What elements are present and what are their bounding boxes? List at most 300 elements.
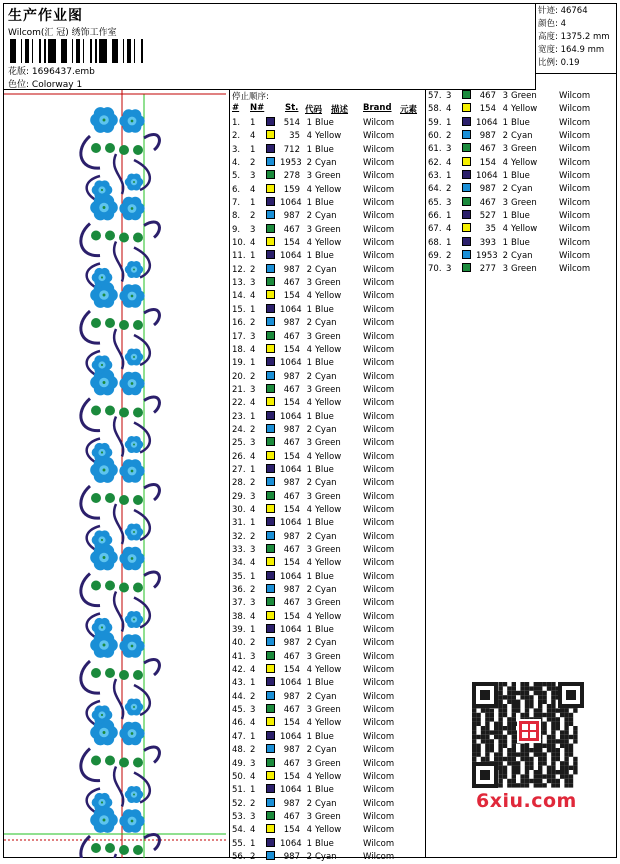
color-swatch (266, 130, 275, 139)
row-brand: Wilcom (363, 411, 395, 422)
row-code: 3 (306, 438, 312, 449)
row-index: 48. (232, 745, 246, 756)
row-brand: Wilcom (363, 758, 395, 769)
row-needle: 2 (250, 691, 256, 702)
row-code: 4 (306, 558, 312, 569)
row-needle: 4 (250, 504, 256, 515)
row-index: 41. (232, 651, 246, 662)
color-swatch (462, 197, 471, 206)
row-index: 38. (232, 611, 246, 622)
row-needle: 2 (250, 531, 256, 542)
design-file-name: 1696437.emb (31, 67, 95, 77)
header-needle: N# (250, 103, 265, 113)
row-stitches: 987 (283, 371, 300, 382)
row-code: 2 (306, 478, 312, 489)
row-needle: 4 (250, 398, 256, 409)
row-stitches: 987 (283, 318, 300, 329)
color-swatch (462, 157, 471, 166)
row-brand: Wilcom (559, 131, 591, 142)
row-needle: 3 (446, 91, 452, 101)
row-brand: Wilcom (363, 558, 395, 569)
row-stitches: 154 (283, 771, 300, 782)
row-code: 1 (306, 251, 312, 262)
row-brand: Wilcom (363, 785, 395, 796)
row-brand: Wilcom (363, 304, 395, 315)
row-index: 5. (232, 171, 241, 182)
row-code: 4 (306, 291, 312, 302)
color-swatch (266, 544, 275, 553)
row-needle: 4 (250, 131, 256, 142)
color-swatch (266, 557, 275, 566)
row-index: 22. (232, 398, 246, 409)
row-index: 13. (232, 278, 246, 289)
table-row (230, 250, 426, 263)
color-swatch (266, 224, 275, 233)
row-stitches: 1064 (280, 304, 302, 315)
table-row (230, 157, 426, 170)
table-row (230, 397, 426, 410)
row-description: Blue (511, 117, 530, 128)
row-index: 11. (232, 251, 246, 262)
row-index: 4. (232, 158, 241, 169)
row-description: Green (315, 758, 341, 769)
row-code: 1 (502, 211, 508, 222)
row-stitches: 987 (283, 264, 300, 275)
row-code: 1 (306, 144, 312, 155)
row-code: 3 (306, 171, 312, 182)
color-swatch (266, 677, 275, 686)
row-brand: Wilcom (363, 678, 395, 689)
row-description: Green (315, 384, 341, 395)
row-brand: Wilcom (363, 718, 395, 729)
row-description: Green (315, 651, 341, 662)
row-needle: 3 (250, 384, 256, 395)
row-brand: Wilcom (363, 398, 395, 409)
row-stitches: 987 (283, 851, 300, 862)
row-code: 3 (502, 144, 508, 155)
row-stitches: 1064 (280, 731, 302, 742)
row-description: Yellow (315, 398, 342, 409)
row-needle: 2 (250, 371, 256, 382)
color-swatch (266, 771, 275, 780)
table-row (230, 451, 426, 464)
row-brand: Wilcom (363, 158, 395, 169)
row-description: Yellow (511, 104, 538, 115)
table-row (426, 170, 620, 183)
table-row (230, 704, 426, 717)
row-stitches: 154 (283, 451, 300, 462)
row-description: Blue (315, 144, 334, 155)
row-stitches: 527 (479, 211, 496, 222)
colorway-name: Colorway 1 (31, 80, 83, 90)
row-stitches: 154 (283, 558, 300, 569)
row-description: Green (315, 598, 341, 609)
design-file-line (8, 64, 95, 77)
row-stitches: 467 (479, 91, 496, 101)
row-brand: Wilcom (363, 238, 395, 249)
row-description: Cyan (315, 745, 337, 756)
row-brand: Wilcom (363, 638, 395, 649)
row-needle: 4 (250, 344, 256, 355)
row-brand: Wilcom (559, 211, 591, 222)
table-row (426, 117, 620, 130)
row-code: 1 (502, 171, 508, 182)
row-brand: Wilcom (363, 171, 395, 182)
stop-sequence-table (230, 90, 426, 862)
row-brand: Wilcom (363, 251, 395, 262)
row-needle: 3 (250, 758, 256, 769)
row-brand: Wilcom (363, 184, 395, 195)
color-swatch (266, 384, 275, 393)
row-description: Green (315, 545, 341, 555)
row-brand: Wilcom (363, 771, 395, 782)
row-index: 69. (428, 251, 442, 262)
table-row (230, 651, 426, 664)
row-brand: Wilcom (363, 611, 395, 622)
color-swatch (266, 624, 275, 633)
row-description: Green (511, 144, 537, 155)
row-stitches: 987 (283, 691, 300, 702)
row-brand: Wilcom (363, 545, 395, 555)
row-index: 43. (232, 678, 246, 689)
row-stitches: 1064 (280, 838, 302, 849)
color-swatch (266, 517, 275, 526)
row-brand: Wilcom (363, 198, 395, 209)
table-row (230, 357, 426, 370)
row-description: Green (511, 264, 537, 275)
row-code: 4 (306, 238, 312, 249)
row-code: 3 (306, 705, 312, 716)
color-swatch (266, 491, 275, 500)
row-description: Blue (315, 464, 334, 475)
color-swatch (462, 183, 471, 192)
row-code: 1 (502, 117, 508, 128)
row-brand: Wilcom (363, 344, 395, 355)
row-needle: 2 (250, 424, 256, 435)
row-needle: 3 (250, 545, 256, 555)
color-swatch (266, 117, 275, 126)
table-row (230, 637, 426, 650)
color-swatch (462, 90, 471, 99)
color-swatch (266, 851, 275, 860)
row-stitches: 467 (283, 705, 300, 716)
color-swatch (266, 651, 275, 660)
row-brand: Wilcom (363, 625, 395, 636)
row-brand: Wilcom (363, 291, 395, 302)
row-description: Blue (315, 358, 334, 369)
table-row (230, 331, 426, 344)
row-needle: 2 (250, 798, 256, 809)
row-needle: 4 (250, 451, 256, 462)
row-needle: 3 (250, 224, 256, 235)
embroidery-design-image (4, 90, 230, 858)
row-brand: Wilcom (363, 518, 395, 529)
row-brand: Wilcom (363, 318, 395, 329)
row-stitches: 154 (283, 665, 300, 676)
row-description: Cyan (315, 585, 337, 596)
stat-width: 宽度: 164.9 mm (538, 45, 605, 55)
row-index: 57. (428, 91, 442, 101)
row-code: 2 (306, 691, 312, 702)
row-needle: 2 (250, 585, 256, 596)
row-needle: 4 (250, 291, 256, 302)
row-index: 62. (428, 157, 442, 168)
color-swatch (266, 464, 275, 473)
row-needle: 1 (250, 304, 256, 315)
row-stitches: 987 (283, 424, 300, 435)
stat-scale: 比例: 0.19 (538, 58, 580, 68)
row-description: Yellow (315, 238, 342, 249)
table-row (230, 317, 426, 330)
stat-stitches: 针迹: 46764 (538, 6, 588, 16)
row-index: 59. (428, 117, 442, 128)
row-code: 3 (306, 758, 312, 769)
row-brand: Wilcom (363, 358, 395, 369)
row-index: 25. (232, 438, 246, 449)
watermark-logo: 6xiu.com (476, 790, 577, 812)
row-stitches: 467 (283, 545, 300, 555)
table-row (230, 464, 426, 477)
table-row (230, 170, 426, 183)
row-description: Blue (315, 838, 334, 849)
row-code: 2 (306, 851, 312, 862)
row-description: Yellow (315, 558, 342, 569)
row-index: 70. (428, 264, 442, 275)
row-code: 2 (502, 131, 508, 142)
table-row (230, 517, 426, 530)
table-row (230, 798, 426, 811)
color-swatch (266, 477, 275, 486)
row-brand: Wilcom (363, 144, 395, 155)
row-stitches: 1064 (476, 117, 498, 128)
stat-height: 高度: 1375.2 mm (538, 32, 610, 42)
row-description: Green (315, 811, 341, 822)
row-description: Cyan (511, 131, 533, 142)
table-row (426, 90, 620, 103)
row-code: 4 (306, 718, 312, 729)
row-index: 36. (232, 585, 246, 596)
color-swatch (266, 277, 275, 286)
row-code: 1 (306, 731, 312, 742)
row-stitches: 1064 (280, 464, 302, 475)
row-brand: Wilcom (363, 278, 395, 289)
row-stitches: 154 (283, 611, 300, 622)
row-brand: Wilcom (559, 117, 591, 128)
row-needle: 1 (446, 171, 452, 182)
row-stitches: 987 (283, 585, 300, 596)
row-code: 3 (306, 224, 312, 235)
row-needle: 1 (250, 411, 256, 422)
barcode (10, 39, 144, 63)
row-needle: 2 (250, 211, 256, 222)
row-brand: Wilcom (559, 144, 591, 155)
row-needle: 1 (250, 731, 256, 742)
row-brand: Wilcom (363, 571, 395, 582)
row-needle: 4 (446, 104, 452, 115)
row-brand: Wilcom (363, 811, 395, 822)
row-description: Green (315, 331, 341, 342)
colorway-label: 色位: (8, 80, 30, 90)
row-code: 3 (502, 91, 508, 101)
row-brand: Wilcom (559, 251, 591, 262)
color-swatch (266, 144, 275, 153)
row-index: 7. (232, 198, 241, 209)
row-stitches: 393 (479, 237, 496, 248)
row-index: 64. (428, 184, 442, 195)
row-needle: 1 (250, 571, 256, 582)
row-description: Green (315, 171, 341, 182)
row-needle: 2 (250, 745, 256, 756)
studio-name: Wilcom(汇 冠) 绣饰工作室 (8, 28, 117, 38)
table-row (230, 584, 426, 597)
table-row (230, 571, 426, 584)
table-row (230, 731, 426, 744)
row-index: 23. (232, 411, 246, 422)
row-stitches: 1064 (280, 785, 302, 796)
row-index: 31. (232, 518, 246, 529)
row-stitches: 987 (283, 745, 300, 756)
color-swatch (266, 704, 275, 713)
row-index: 42. (232, 665, 246, 676)
row-description: Cyan (315, 211, 337, 222)
row-description: Cyan (315, 264, 337, 275)
table-row (230, 144, 426, 157)
row-code: 1 (502, 237, 508, 248)
row-index: 44. (232, 691, 246, 702)
row-needle: 4 (250, 238, 256, 249)
row-description: Blue (315, 411, 334, 422)
row-code: 4 (306, 344, 312, 355)
table-row (230, 344, 426, 357)
row-index: 40. (232, 638, 246, 649)
row-needle: 1 (250, 198, 256, 209)
qr-code-image (469, 679, 587, 791)
row-description: Green (511, 197, 537, 208)
row-needle: 1 (250, 358, 256, 369)
row-stitches: 467 (283, 598, 300, 609)
color-swatch (266, 157, 275, 166)
row-code: 4 (502, 157, 508, 168)
table-row (230, 117, 426, 130)
row-description: Cyan (315, 638, 337, 649)
row-needle: 1 (446, 237, 452, 248)
row-description: Blue (315, 198, 334, 209)
row-needle: 3 (446, 264, 452, 275)
color-swatch (266, 584, 275, 593)
row-code: 2 (502, 184, 508, 195)
row-brand: Wilcom (363, 651, 395, 662)
row-stitches: 987 (283, 531, 300, 542)
row-needle: 3 (446, 197, 452, 208)
row-index: 60. (428, 131, 442, 142)
row-index: 46. (232, 718, 246, 729)
row-brand: Wilcom (363, 731, 395, 742)
table-row (230, 290, 426, 303)
row-brand: Wilcom (363, 705, 395, 716)
row-needle: 3 (250, 278, 256, 289)
color-swatch (266, 611, 275, 620)
table-row (230, 411, 426, 424)
row-index: 21. (232, 384, 246, 395)
table-row (426, 183, 620, 196)
colorway-line (8, 77, 82, 90)
row-code: 4 (306, 131, 312, 142)
row-code: 2 (306, 211, 312, 222)
row-brand: Wilcom (363, 838, 395, 849)
row-index: 27. (232, 464, 246, 475)
header-code: 代码 (305, 105, 323, 115)
row-description: Cyan (315, 531, 337, 542)
row-description: Yellow (315, 771, 342, 782)
color-swatch (266, 264, 275, 273)
table-row (426, 263, 620, 276)
row-needle: 4 (250, 611, 256, 622)
row-code: 2 (306, 371, 312, 382)
row-index: 37. (232, 598, 246, 609)
row-needle: 4 (250, 825, 256, 836)
row-needle: 3 (250, 171, 256, 182)
row-index: 51. (232, 785, 246, 796)
row-code: 4 (306, 825, 312, 836)
table-row (426, 157, 620, 170)
table-row (230, 557, 426, 570)
color-swatch (266, 504, 275, 513)
color-swatch (266, 691, 275, 700)
row-needle: 2 (250, 638, 256, 649)
table-row (230, 264, 426, 277)
table-row (230, 384, 426, 397)
row-description: Green (315, 438, 341, 449)
table-row (230, 237, 426, 250)
color-swatch (462, 237, 471, 246)
table-row (230, 624, 426, 637)
color-swatch (462, 130, 471, 139)
row-needle: 1 (446, 117, 452, 128)
row-brand: Wilcom (363, 665, 395, 676)
row-stitches: 154 (283, 238, 300, 249)
table-row (230, 758, 426, 771)
row-stitches: 1064 (280, 678, 302, 689)
row-stitches: 467 (283, 384, 300, 395)
row-stitches: 987 (283, 478, 300, 489)
table-row (230, 744, 426, 757)
row-needle: 2 (446, 184, 452, 195)
table-row (230, 811, 426, 824)
row-code: 3 (306, 384, 312, 395)
row-code: 1 (306, 118, 312, 128)
row-needle: 3 (446, 144, 452, 155)
row-needle: 1 (250, 118, 256, 128)
row-description: Cyan (511, 184, 533, 195)
row-index: 19. (232, 358, 246, 369)
row-needle: 2 (250, 478, 256, 489)
row-description: Cyan (315, 424, 337, 435)
row-code: 3 (306, 278, 312, 289)
color-swatch (266, 571, 275, 580)
row-stitches: 154 (283, 504, 300, 515)
row-description: Blue (315, 118, 334, 128)
row-index: 8. (232, 211, 241, 222)
color-swatch (266, 397, 275, 406)
row-description: Blue (511, 171, 530, 182)
row-brand: Wilcom (363, 118, 395, 128)
row-index: 55. (232, 838, 246, 849)
row-description: Yellow (315, 291, 342, 302)
row-code: 4 (306, 504, 312, 515)
table-rows-left (230, 117, 426, 864)
row-description: Cyan (315, 478, 337, 489)
row-code: 3 (306, 491, 312, 502)
